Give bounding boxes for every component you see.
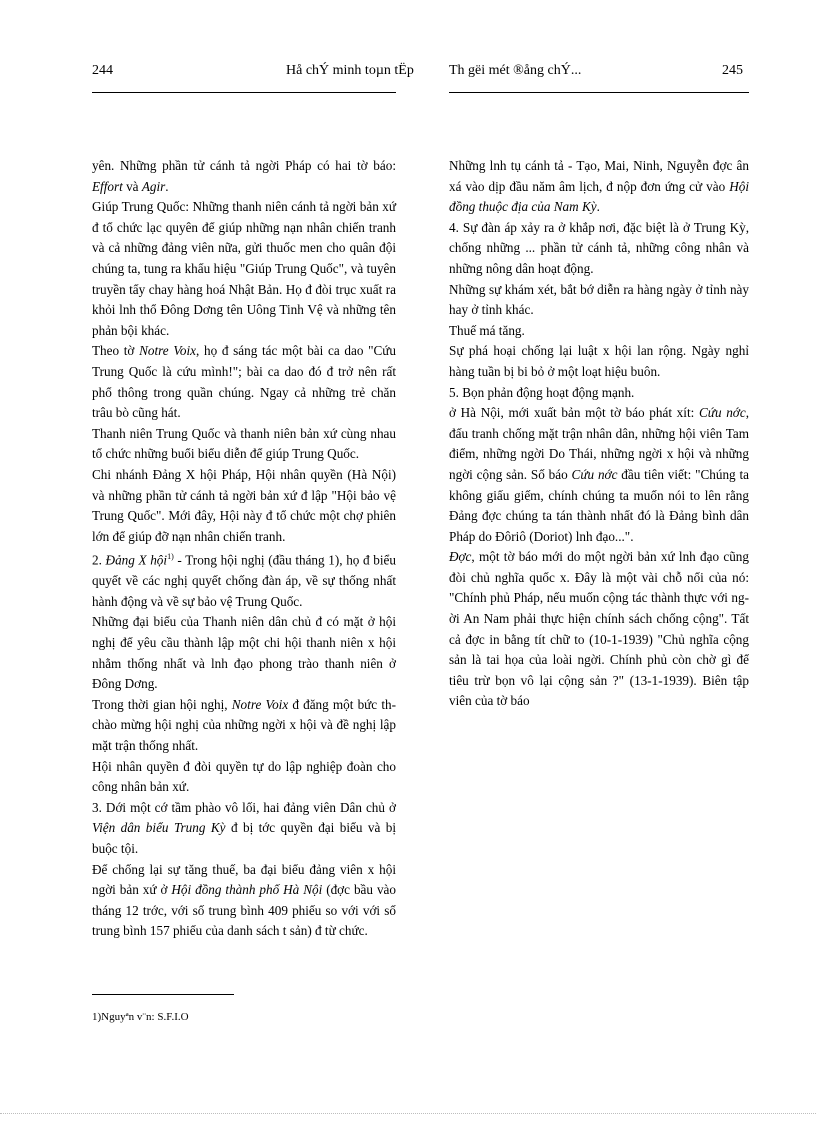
paragraph: yên. Những phần tử cánh tả ngời Pháp có hai tờ báo: Effort và Agir. [92, 158, 396, 194]
right-header-rule [449, 92, 749, 93]
paragraph: Hội nhân quyền đ đòi quyền tự do lập nghiệp đoàn cho công nhân bản xứ. [92, 758, 396, 795]
paragraph: 4. Sự đàn áp xảy ra ở khắp nơi, đặc biệt là ở Trung Kỳ, chống những ... phần tử cánh tả, những công nhân và những nông dân hoạt động. [449, 219, 749, 276]
page-bottom-dotted-line [0, 1113, 816, 1114]
paragraph: Trong thời gian hội nghị, Notre Voix đ đăng một bức th chào mừng hội nghị của những ngời x hội và đề nghị lập mặt trận thống nhất. [92, 696, 396, 754]
paragraph: 3. Dới một cớ tầm phào vô lối, hai đảng viên Dân chủ ở Viện dân biểu Trung Kỳ đ bị tớc quyền đại biểu và bị buộc tội. [92, 799, 396, 856]
paragraph: Đợc, một tờ báo mới do một ngời bản xứ lnh đạo cũng đòi chủ nghĩa quốc x. Đây là một vài chỗ nổi của nó: "Chính phủ Pháp, nếu muốn cộng tác thành thực với ngời An Nam phải thực hiện chính sách chống cộng". Tất cả đợc in bằng tít chữ to (10-1-1939) "Chủ nghĩa cộng sản là tai họa của loài ngời. Chính phủ còn chờ gì để tiêu trừ bọn vô lại cộng sản ?" (13-1-1939). Biên tập viên của tờ báo [449, 549, 749, 709]
paragraph: ở Hà Nội, mới xuất bản một tờ báo phát xít: Cứu nớc, đấu tranh chống mặt trận nhân dân, những hội viên Tam điểm, những ngời Do Thái, những ngời x hội và những ngời cộng sản. Số báo Cứu nớc đầu tiên viết: "Chúng ta không giấu giếm, chính chúng ta muốn nói to lên rằng Đảng đợc chúng ta tán thành nhất đó là Đảng bình dân Pháp do Đôriô (Doriot) lnh đạo...". [449, 405, 749, 544]
paragraph: Thuế má tăng. [449, 322, 525, 338]
paragraph: Chi nhánh Đảng X hội Pháp, Hội nhân quyền (Hà Nội) và những phần tử cánh tả ngời bản xứ đ lập "Hội bảo vệ Trung Quốc". Mới đây, Hội này đ tổ chức một chợ phiên lớn để giúp đỡ nạn nhân chiến tranh. [92, 466, 396, 544]
paragraph: Thanh niên Trung Quốc và thanh niên bản xứ cùng nhau tổ chức những buổi biểu diễn để giúp Trung Quốc. [92, 425, 396, 462]
footnote-rule [92, 994, 234, 995]
paragraph: Để chống lại sự tăng thuế, ba đại biểu đảng viên x hội ngời bản xứ ở Hội đồng thành phố Hà Nội (đợc bầu vào tháng 12 trớc, với số trung bình 409 phiếu so với với số trung bình 157 phiếu của danh sách t sản) đ từ chức. [92, 861, 396, 939]
right-running-title: Th gëi mét ®ång chÝ... [449, 63, 582, 78]
paragraph: Sự phá hoại chống lại luật x hội lan rộng. Ngày nghỉ hàng tuần bị bi bỏ ở một loạt hiệu buôn. [449, 343, 749, 379]
paragraph: Giúp Trung Quốc: Những thanh niên cánh tả ngời bản xứ đ tổ chức lạc quyên để giúp những nạn nhân chiến tranh và cả những đảng viên nữa, gửi thuốc men cho quân đội chúng ta, tung ra khẩu hiệu "Giúp Trung Quốc", và tuyên truyền tẩy chay hàng hoá Nhật Bản. Họ đ đòi trục xuất ra khỏi lnh thổ Đông Dơng tên Uông Tinh Vệ và những tên phản bội khác. [92, 199, 396, 338]
right-column [449, 156, 749, 712]
paragraph: Những sự khám xét, bắt bớ diễn ra hàng ngày ở tỉnh này hay ở tỉnh khác. [449, 281, 749, 318]
left-page-number: 244 [92, 63, 113, 78]
footnote: 1)Nguyªn v¨n: S.F.I.O [92, 1011, 189, 1023]
left-running-title: Hå chÝ minh toµn tËp [286, 63, 414, 78]
paragraph: Theo tờ Notre Voix, họ đ sáng tác một bài ca dao "Cứu Trung Quốc là cứu mình!"; bài ca dao đó đ trở nên rất phổ thông trong quần chúng. Ngay cả những trẻ chăn trâu bò cũng hát. [92, 343, 397, 421]
left-column [92, 156, 396, 942]
right-page-number: 245 [722, 63, 743, 78]
paragraph: Những đại biểu của Thanh niên dân chủ đ có mặt ở hội nghị để yêu cầu thành lập một chi hội thanh niên x hội nhằm thống nhất và lnh đạo phong trào thanh niên ở Đông Dơng. [92, 614, 396, 692]
paragraph: 2. Đảng X hội$^{1)}$ - Trong hội nghị (đầu tháng 1), họ đ biểu quyết về các nghị quyết chống đàn áp, về sự thống nhất hành động và về sự bảo vệ Trung Quốc. [92, 552, 397, 609]
paragraph: Những lnh tụ cánh tả - Tạo, Mai, Ninh, Nguyễn đợc ân xá vào dịp đầu năm âm lịch, đ nộp đơn ứng cử vào Hội đồng thuộc địa của Nam Kỳ. [449, 158, 749, 215]
left-header-rule [92, 92, 396, 93]
footnote-marker: 1) [167, 552, 174, 562]
paragraph: 5. Bọn phản động hoạt động mạnh. [449, 384, 635, 400]
